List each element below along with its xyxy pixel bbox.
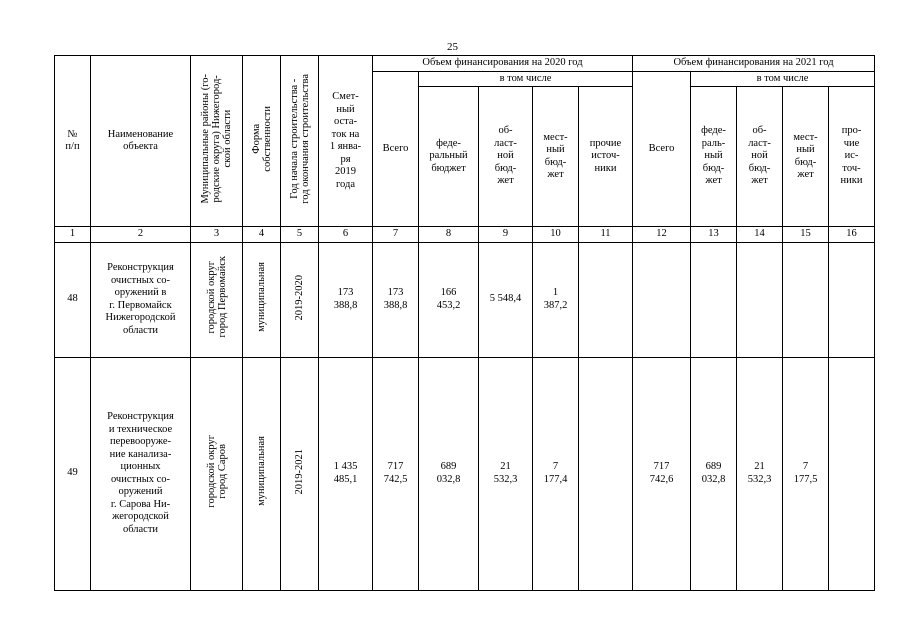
header-reg-2021: об- ласт- ной бюд- жет	[737, 87, 783, 227]
column-number: 14	[737, 227, 783, 243]
header-row-1	[55, 56, 875, 72]
total-2021: 717 742,6	[633, 357, 691, 590]
row-num: 49	[55, 357, 91, 590]
years: 2019-2021	[281, 357, 319, 590]
header-fin-2020: Объем финансирования на 2020 год	[373, 56, 633, 72]
column-number: 3	[191, 227, 243, 243]
district: городской округ город Первомайск	[191, 242, 243, 357]
column-number: 4	[243, 227, 281, 243]
ownership: муниципальная	[243, 242, 281, 357]
district: городской округ город Саров	[191, 357, 243, 590]
column-number: 10	[533, 227, 579, 243]
header-oth-2021: про- чие ис- точ- ники	[829, 87, 875, 227]
column-number: 9	[479, 227, 533, 243]
years: 2019-2020	[281, 242, 319, 357]
object-name: Реконструкция очистных со- оружений в г. Первомайск Нижегородской области	[91, 242, 191, 357]
column-number: 2	[91, 227, 191, 243]
other-2020	[579, 242, 633, 357]
object-name: Реконструкция и техническое перевооруже- ние канализа- ционных очистных со- оружений г. Сарова Ни- жегородской области	[91, 357, 191, 590]
column-number: 13	[691, 227, 737, 243]
column-number: 8	[419, 227, 479, 243]
column-number: 16	[829, 227, 875, 243]
regional-2020: 5 548,4	[479, 242, 533, 357]
other-2021	[829, 242, 875, 357]
header-oth-2020: прочие источ- ники	[579, 87, 633, 227]
other-2021	[829, 357, 875, 590]
header-incl-2021: в том числе	[691, 71, 875, 87]
header-loc-2020: мест- ный бюд- жет	[533, 87, 579, 227]
header-name: Наименование объекта	[91, 56, 191, 227]
column-number: 1	[55, 227, 91, 243]
row-num: 48	[55, 242, 91, 357]
other-2020	[579, 357, 633, 590]
header-loc-2021: мест- ный бюд- жет	[783, 87, 829, 227]
table-row	[55, 242, 875, 357]
column-number: 6	[319, 227, 373, 243]
regional-2020: 21 532,3	[479, 357, 533, 590]
header-estimate: Смет- ный оста- ток на 1 янва- ря 2019 года	[319, 56, 373, 227]
header-fin-2021: Объем финансирования на 2021 год	[633, 56, 875, 72]
estimate: 173 388,8	[319, 242, 373, 357]
local-2020: 7 177,4	[533, 357, 579, 590]
federal-2021	[691, 242, 737, 357]
total-2020: 717 742,5	[373, 357, 419, 590]
column-number: 11	[579, 227, 633, 243]
table-row	[55, 357, 875, 590]
ownership: муниципальная	[243, 357, 281, 590]
column-number-row	[55, 227, 875, 243]
column-number: 15	[783, 227, 829, 243]
header-incl-2020: в том числе	[419, 71, 633, 87]
federal-2021: 689 032,8	[691, 357, 737, 590]
header-fed-2020: феде- ральный бюджет	[419, 87, 479, 227]
local-2021	[783, 242, 829, 357]
local-2020: 1 387,2	[533, 242, 579, 357]
local-2021: 7 177,5	[783, 357, 829, 590]
column-number: 5	[281, 227, 319, 243]
financing-table	[54, 55, 875, 591]
regional-2021	[737, 242, 783, 357]
regional-2021: 21 532,3	[737, 357, 783, 590]
header-num: № п/п	[55, 56, 91, 227]
page-number: 25	[447, 41, 458, 53]
total-2020: 173 388,8	[373, 242, 419, 357]
column-number: 7	[373, 227, 419, 243]
header-district: Муниципальные районы (го- родские округа) Нижегород- ской области	[191, 56, 243, 227]
header-ownership: Форма собственности	[243, 56, 281, 227]
header-fed-2021: феде- раль- ный бюд- жет	[691, 87, 737, 227]
header-reg-2020: об- ласт- ной бюд- жет	[479, 87, 533, 227]
estimate: 1 435 485,1	[319, 357, 373, 590]
header-total-2020: Всего	[373, 71, 419, 227]
header-total-2021: Всего	[633, 71, 691, 227]
total-2021	[633, 242, 691, 357]
header-years: Год начала строительства - год окончания строительства	[281, 56, 319, 227]
column-number: 12	[633, 227, 691, 243]
federal-2020: 166 453,2	[419, 242, 479, 357]
federal-2020: 689 032,8	[419, 357, 479, 590]
